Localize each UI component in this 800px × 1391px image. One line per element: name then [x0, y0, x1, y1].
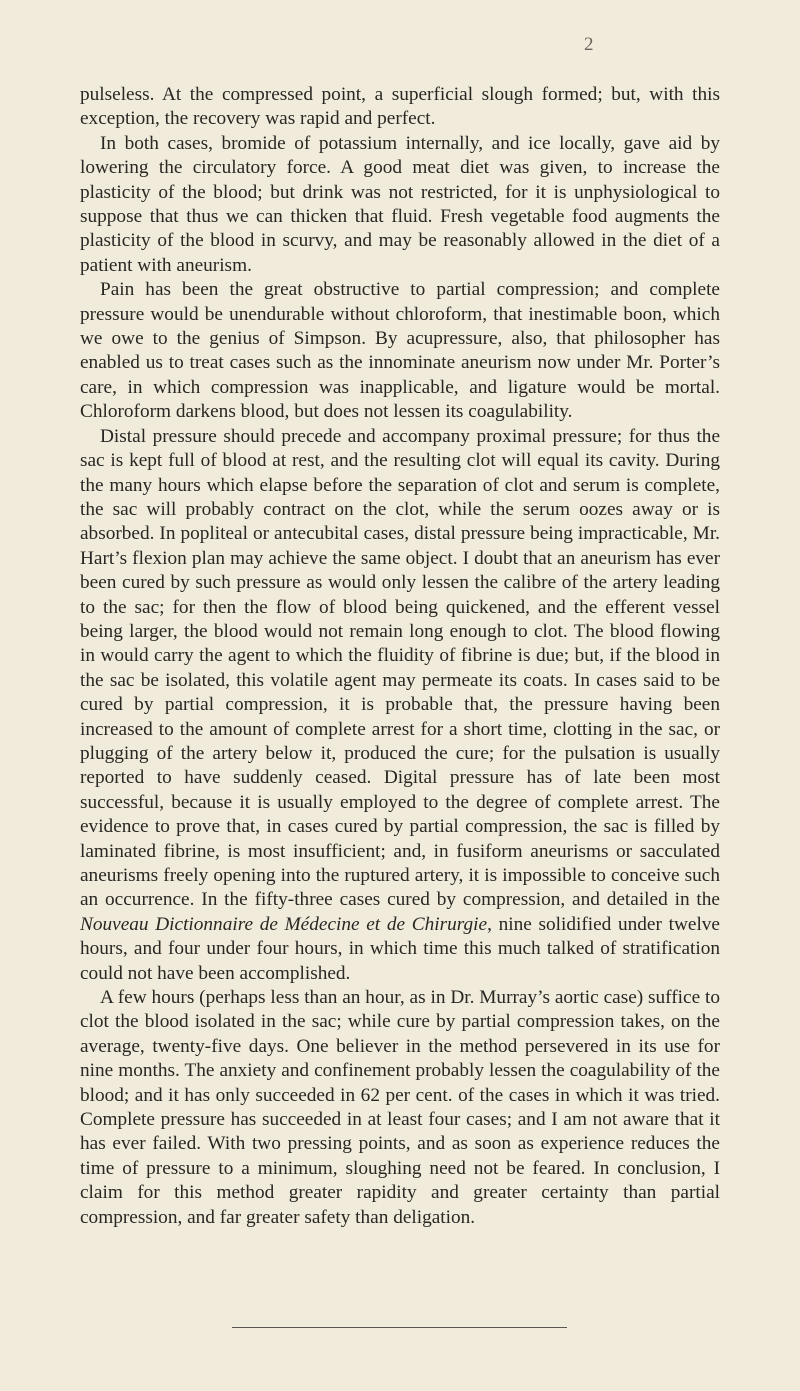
- paragraph-3: Pain has been the great obstructive to partial compression; and complete pressure would be unendurable without chloroform, that inestimable boon, which we owe to the genius of Simpson. By acupressure, also, that philosopher has enabled us to treat cases such as the innominate aneurism now under Mr. Porter’s care, in which compression was inapplicable, and ligature would be mortal. Chloroform darkens blood, but does not lessen its coagulability.: [80, 279, 720, 423]
- body-text: [80, 83, 720, 1230]
- page-number: 2: [584, 34, 594, 55]
- paragraph-4-text-before: Distal pressure should precede and accompany proximal pressure; for thus the sac is kept full of blood at rest, and the resulting clot will equal its cavity. During the many hours which elapse before the separation of clot and serum is complete, the sac will probably contract on the clot, while the serum oozes away or is absorbed. In popliteal or antecubital cases, distal pressure being impracticable, Mr. Hart’s flexion plan may achieve the same object. I doubt that an aneurism has ever been cured by such pressure as would only lessen the calibre of the artery leading to the sac; for then the flow of blood being quickened, and the efferent vessel being larger, the blood would not remain long enough to clot. The blood flowing in would carry the agent to which the fluidity of fibrine is due; but, if the blood in the sac be isolated, this volatile agent may permeate its coats. In cases said to be cured by partial compression, it is probable that, the pressure having been increased to the amount of complete arrest for a short time, clotting in the sac, or plugging of the artery below it, produced the cure; for the pulsation is usually reported to have suddenly ceased. Digital pressure has of late been most successful, because it is usually employed to the degree of complete arrest. The evidence to prove that, in cases cured by partial compression, the sac is filled by laminated fibrine, is most insufficient; and, in fusiform aneurisms or sacculated aneurisms freely opening into the ruptured artery, it is impossible to conceive such an occurrence. In the fifty-three cases cured by compression, and detailed in the: [80, 425, 720, 911]
- paragraph-1: pulseless. At the compressed point, a superficial slough formed; but, with this exception, the recovery was rapid and perfect.: [80, 84, 720, 130]
- paragraph-4-text-after: , nine solidified under twelve hours, and four under four hours, in which time this much talked of stratification could not have been accomplished.: [80, 913, 720, 984]
- book-title-italic: Nouveau Dictionnaire de Médecine et de Chirurgie: [80, 913, 488, 935]
- paragraph-5: A few hours (perhaps less than an hour, as in Dr. Murray’s aortic case) suffice to clot the blood isolated in the sac; while cure by partial compression takes, on the average, twenty-five days. One believer in the method persevered in its use for nine months. The anxiety and confinement probably lessen the coagulability of the blood; and it has only succeeded in 62 per cent. of the cases in which it was tried. Complete pressure has succeeded in at least four cases; and I am not aware that it has ever failed. With two pressing points, and as soon as experience reduces the time of pressure to a minimum, sloughing need not be feared. In conclusion, I claim for this method greater rapidity and greater certainty than partial compression, and far greater safety than deligation.: [80, 987, 720, 1228]
- paragraph-4: [80, 425, 720, 986]
- paragraph-2: In both cases, bromide of potassium internally, and ice locally, gave aid by lowering the circulatory force. A good meat diet was given, to increase the plasticity of the blood; but drink was not restricted, for it is unphysiological to suppose that thus we can thicken that fluid. Fresh vegetable food augments the plasticity of the blood in scurvy, and may be reasonably allowed in the diet of a patient with aneurism.: [80, 132, 720, 276]
- end-rule: [232, 1327, 567, 1328]
